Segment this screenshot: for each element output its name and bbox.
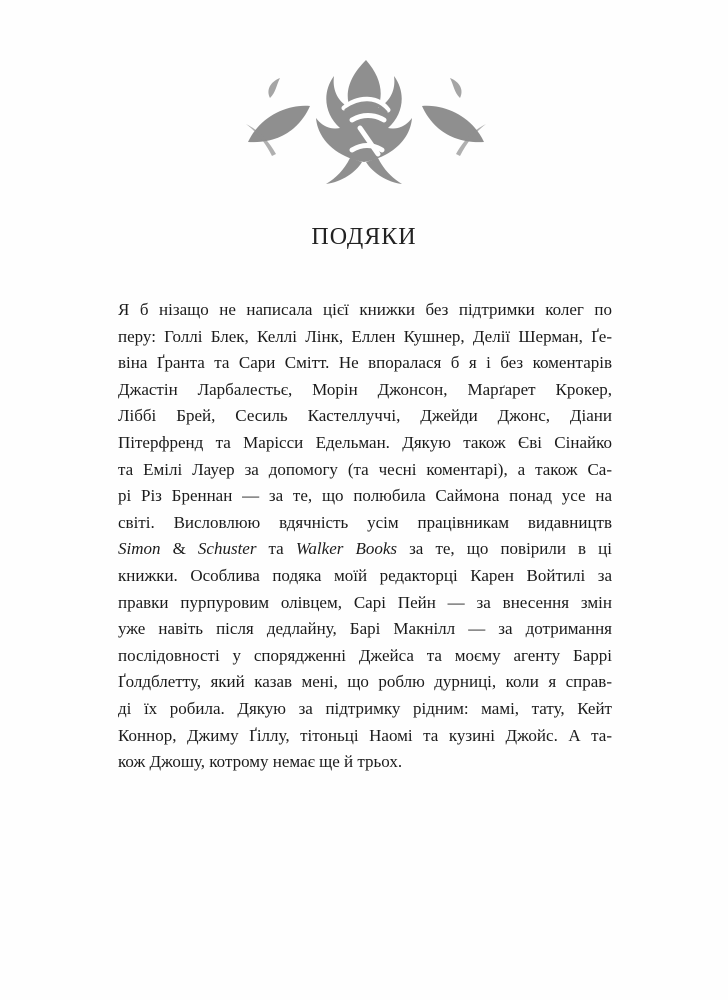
text-segment: ді їх робила. Дякую за підтримку рідним: мамі, тату, Кейт: [118, 698, 612, 718]
italic-text-segment: Schuster: [197, 539, 257, 559]
italic-text-segment: Simon: [118, 539, 161, 559]
text-line: [118, 510, 612, 537]
text-segment: Ґолдблетту, який казав мені, що роблю дурниці, коли я справ-: [118, 672, 612, 692]
text-line: [118, 669, 612, 696]
text-line: [118, 749, 612, 776]
text-segment: Ліббі Брей, Сесиль Кастеллуччі, Джейди Джонс, Діани: [118, 406, 612, 426]
text-line: [118, 324, 612, 351]
text-segment: уже навіть після дедлайну, Барі Макнілл — за дотримання: [118, 619, 612, 639]
text-line: [118, 377, 612, 404]
text-segment: Джастін Ларбалестьє, Морін Джонсон, Марґарет Крокер,: [118, 379, 612, 399]
text-line: [118, 563, 612, 590]
text-segment: рі Різ Бреннан — за те, що полюбила Саймона понад усе на: [118, 486, 612, 506]
text-segment: за те, що повірили в ці: [397, 539, 612, 559]
text-segment: кож Джошу, котрому немає ще й трьох.: [118, 752, 403, 772]
text-line: [118, 536, 612, 563]
text-line: [118, 643, 612, 670]
text-segment: правки пурпуровим олівцем, Сарі Пейн — за внесення змін: [118, 592, 612, 612]
text-line: [118, 616, 612, 643]
page-title: ПОДЯКИ: [311, 224, 417, 250]
text-line: [118, 696, 612, 723]
text-line: [118, 297, 612, 324]
text-line: [118, 457, 612, 484]
text-segment: книжки. Особлива подяка моїй редакторці Карен Войтилі за: [118, 565, 612, 585]
italic-text-segment: Walker Books: [295, 539, 397, 559]
text-line: [118, 403, 612, 430]
text-segment: світі. Висловлюю вдячність усім працівникам видавництв: [118, 512, 612, 532]
text-segment: та: [256, 539, 296, 559]
text-line: [118, 350, 612, 377]
leaf-flame-rune-icon: [240, 58, 490, 188]
text-segment: &: [160, 539, 198, 559]
text-segment: Я б нізащо не написала цієї книжки без підтримки колег по: [118, 300, 612, 319]
text-segment: послідовності у спорядженні Джейса та моєму агенту Баррі: [118, 645, 612, 665]
text-line: [118, 723, 612, 750]
text-segment: та Емілі Лауер за допомогу (та чесні коментарі), а також Са-: [118, 459, 612, 479]
text-line: [118, 430, 612, 457]
text-line: [118, 483, 612, 510]
text-segment: Коннор, Джиму Ґіллу, тітоньці Наомі та кузині Джойс. А та-: [118, 725, 612, 745]
text-segment: Пітерфренд та Марісси Едельман. Дякую також Єві Сінайко: [118, 432, 612, 452]
text-line: [118, 590, 612, 617]
text-segment: перу: Голлі Блек, Келлі Лінк, Еллен Кушнер, Делії Шерман, Ґе-: [118, 326, 612, 346]
acknowledgements-text: [118, 297, 612, 776]
text-segment: віна Ґранта та Сари Смітт. Не впоралася б я і без коментарів: [118, 353, 612, 373]
